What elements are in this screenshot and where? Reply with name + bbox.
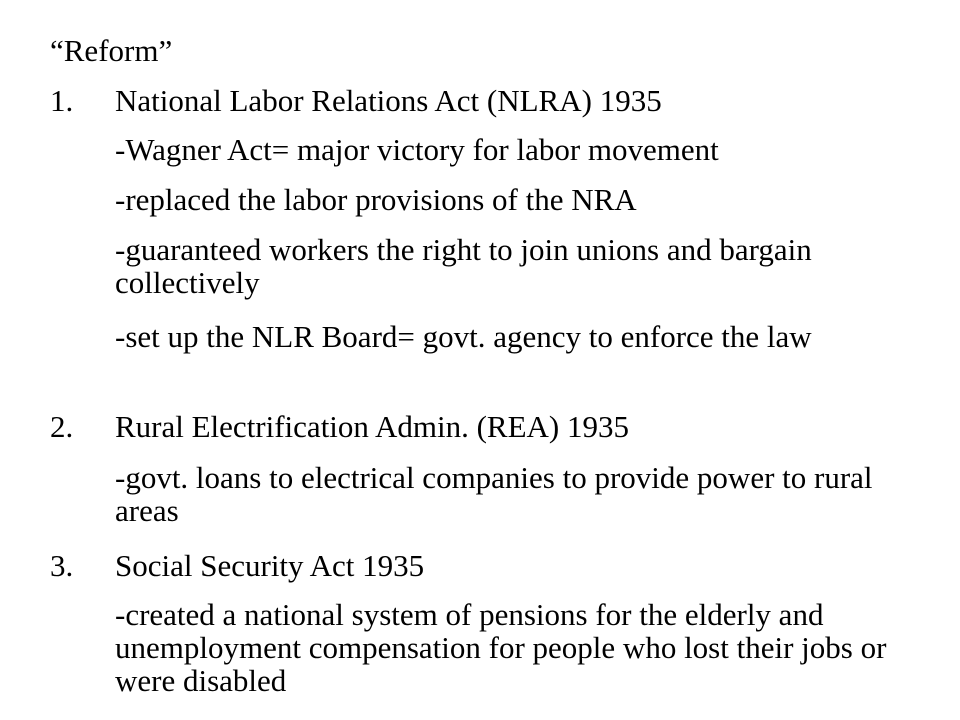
item-number: 1. — [50, 83, 74, 118]
item-title: National Labor Relations Act (NLRA) 1935 — [115, 83, 662, 118]
item-detail: -set up the NLR Board= govt. agency to enforce the law — [115, 319, 812, 354]
item-title: Social Security Act 1935 — [115, 548, 425, 583]
item-detail: -guaranteed workers the right to join unions and bargain collectively — [115, 232, 812, 300]
item-number: 3. — [50, 548, 74, 583]
slide-heading: “Reform” — [50, 33, 173, 68]
item-detail: -Wagner Act= major victory for labor movement — [115, 132, 719, 167]
item-detail: -govt. loans to electrical companies to provide power to rural areas — [115, 460, 873, 528]
item-detail: -replaced the labor provisions of the NRA — [115, 182, 637, 217]
item-detail: -created a national system of pensions for the elderly and unemployment compensation for people who lost their jobs or were disabled — [115, 597, 887, 698]
item-title: Rural Electrification Admin. (REA) 1935 — [115, 409, 629, 444]
item-number: 2. — [50, 409, 74, 444]
